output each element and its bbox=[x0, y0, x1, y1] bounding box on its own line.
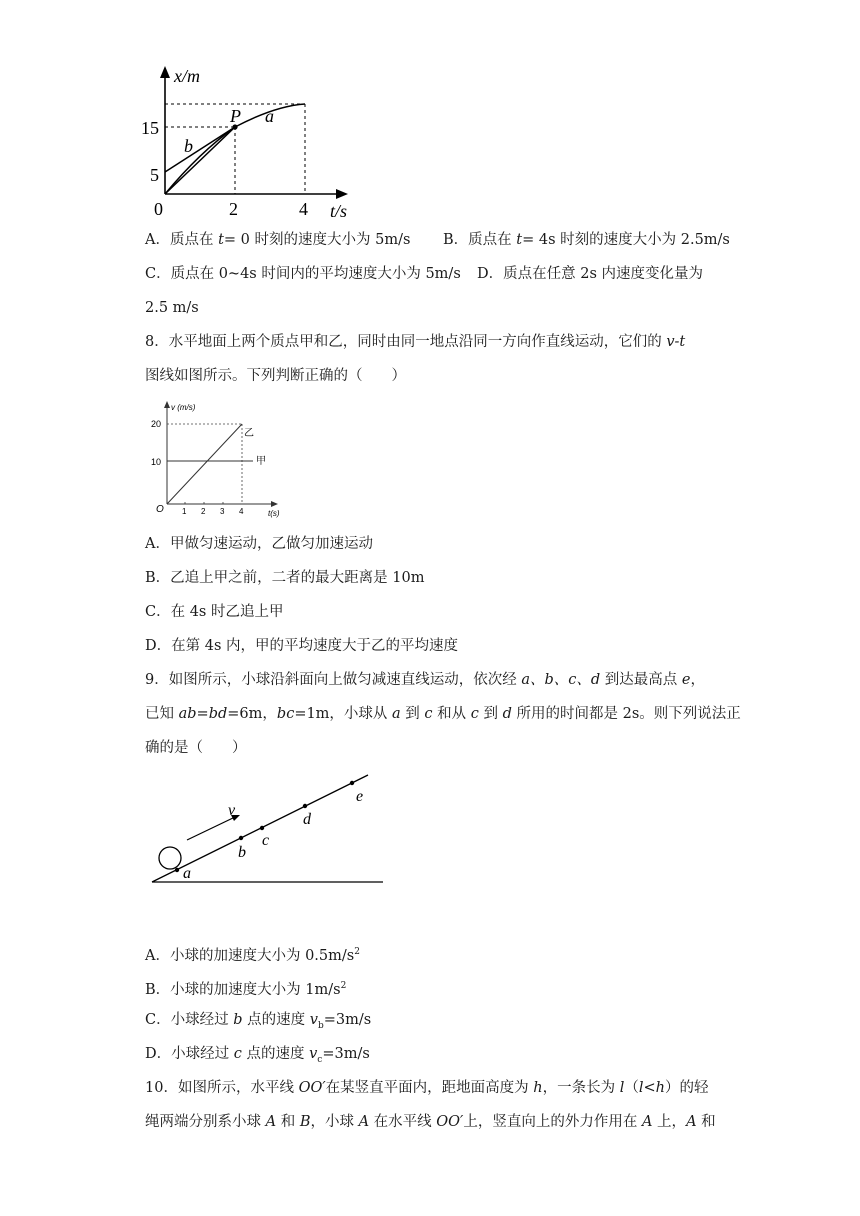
q8-option-a[interactable]: A．甲做匀速运动，乙做匀加速运动 bbox=[145, 536, 373, 552]
label-b: b bbox=[238, 844, 246, 861]
q7-option-d[interactable]: D．质点在任意 2s 内速度变化量为 bbox=[477, 266, 704, 282]
v-t-xtick-2: 2 bbox=[201, 507, 206, 516]
v-t-y-label: v (m/s) bbox=[171, 403, 196, 412]
q7-option-a[interactable]: A．质点在 t= 0 时刻的速度大小为 5m/s bbox=[145, 232, 411, 248]
v-t-ytick-10: 10 bbox=[151, 457, 162, 467]
point-b bbox=[239, 836, 243, 840]
x-t-point-label: P bbox=[230, 106, 241, 126]
v-t-x-arrow bbox=[271, 501, 278, 507]
v-t-label-yi: 乙 bbox=[244, 428, 254, 439]
v-t-xtick-1: 1 bbox=[182, 507, 187, 516]
q7-option-c[interactable]: C．质点在 0~4s 时间内的平均速度大小为 5m/s bbox=[145, 266, 461, 282]
q9-option-c[interactable]: C．小球经过 b 点的速度 $v_b=3m/s$ bbox=[145, 1012, 372, 1031]
label-d: d bbox=[303, 811, 311, 828]
x-t-x-label: t/s bbox=[330, 201, 348, 221]
x-t-curve-a-label: a bbox=[265, 106, 274, 126]
q10-stem-line2: 绳两端分别系小球 A 和 B，小球 A 在水平线 OO′上，竖直向上的外力作用在 A 上，A 和 bbox=[145, 1114, 716, 1130]
q7-option-d-cont: 2.5 m/s bbox=[145, 300, 199, 316]
x-t-graph bbox=[140, 62, 370, 224]
label-a: a bbox=[183, 865, 191, 882]
label-e: e bbox=[356, 788, 364, 805]
v-t-x-label: t(s) bbox=[268, 509, 280, 518]
q8-stem-line1: 8．水平地面上两个质点甲和乙，同时由同一地点沿同一方向作直线运动，它们的 v-t bbox=[145, 334, 686, 350]
x-t-ytick-5: 5 bbox=[150, 165, 159, 185]
velocity-arrow bbox=[187, 817, 235, 840]
v-t-graph bbox=[145, 398, 285, 518]
x-t-xtick-4: 4 bbox=[299, 199, 308, 219]
q9-stem-line2: 已知 ab=bd=6m，bc=1m，小球从 a 到 c 和从 c 到 d 所用的时间都是 2s。则下列说法正 bbox=[145, 706, 741, 722]
v-t-origin: O bbox=[156, 504, 164, 515]
x-t-xtick-2: 2 bbox=[229, 199, 238, 219]
point-d bbox=[303, 804, 307, 808]
v-t-line-yi bbox=[167, 424, 242, 504]
x-t-line-b bbox=[165, 127, 235, 172]
q8-option-b[interactable]: B．乙追上甲之前，二者的最大距离是 10m bbox=[145, 570, 425, 586]
x-t-ytick-15: 15 bbox=[141, 118, 159, 138]
v-t-ytick-20: 20 bbox=[151, 419, 162, 429]
x-t-line-b-label: b bbox=[184, 136, 193, 156]
point-e bbox=[350, 781, 354, 785]
point-a bbox=[175, 868, 179, 872]
label-v: v bbox=[228, 802, 236, 819]
x-t-x-arrow bbox=[336, 189, 348, 199]
q9-option-b[interactable]: B．小球的加速度大小为 $1m/s^2$ bbox=[145, 981, 347, 998]
incline-figure bbox=[145, 768, 390, 890]
q9-option-d[interactable]: D．小球经过 c 点的速度 $v_c=3m/s$ bbox=[145, 1046, 370, 1065]
label-c: c bbox=[262, 832, 270, 849]
v-t-y-arrow bbox=[164, 401, 170, 408]
x-t-y-arrow bbox=[160, 66, 170, 78]
v-t-xtick-4: 4 bbox=[239, 507, 244, 516]
q9-stem-line1: 9．如图所示，小球沿斜面向上做匀减速直线运动，依次经 a、b、c、d 到达最高点 e， bbox=[145, 672, 705, 688]
q9-stem-line3: 确的是（ ） bbox=[145, 740, 247, 756]
point-c bbox=[260, 826, 264, 830]
q8-option-c[interactable]: C．在 4s 时乙追上甲 bbox=[145, 604, 284, 620]
q8-option-d[interactable]: D．在第 4s 内，甲的平均速度大于乙的平均速度 bbox=[145, 638, 459, 654]
q9-option-a[interactable]: A．小球的加速度大小为 $0.5m/s^2$ bbox=[145, 947, 360, 964]
q10-stem-line1: 10．如图所示，水平线 OO′在某竖直平面内，距地面高度为 h，一条长为 l（l<h）的轻 bbox=[145, 1080, 709, 1096]
ball bbox=[159, 847, 181, 869]
q7-option-b[interactable]: B．质点在 t= 4s 时刻的速度大小为 2.5m/s bbox=[443, 232, 730, 248]
v-t-label-jia: 甲 bbox=[256, 456, 266, 467]
x-t-origin: 0 bbox=[154, 199, 163, 219]
v-t-xtick-3: 3 bbox=[220, 507, 225, 516]
x-t-y-label: x/m bbox=[174, 66, 200, 86]
q8-stem-line2: 图线如图所示。下列判断正确的（ ） bbox=[145, 368, 406, 384]
